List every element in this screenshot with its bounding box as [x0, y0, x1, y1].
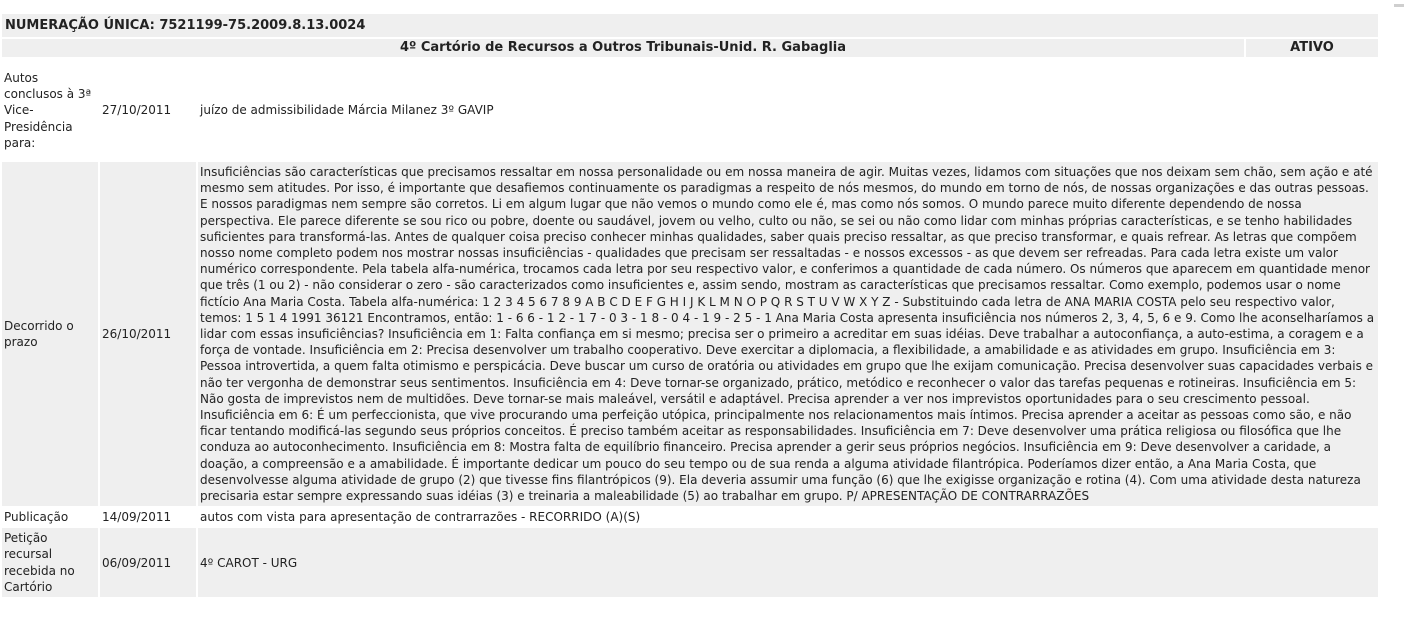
- scrollbar-track[interactable]: [1388, 0, 1410, 638]
- process-number: NUMERAÇÃO ÚNICA: 7521199-75.2009.8.13.0024: [2, 14, 1378, 37]
- movement-label: Decorrido o prazo: [2, 162, 98, 506]
- scrollbar-thumb[interactable]: [1394, 4, 1404, 7]
- court-name: 4º Cartório de Recursos a Outros Tribunais-Unid. R. Gabaglia: [2, 39, 1244, 57]
- movement-description: juízo de admissibilidade Márcia Milanez 3º GAVIP: [198, 59, 1378, 162]
- table-row: [2, 528, 1378, 597]
- table-row: [2, 162, 1378, 506]
- movement-label: Petição recursal recebida no Cartório: [2, 528, 98, 597]
- table-row: [2, 59, 1378, 162]
- movements-table: [0, 59, 1380, 597]
- movement-label: Autos conclusos à 3ª Vice-Presidência para:: [2, 59, 98, 162]
- movement-description: 4º CAROT - URG: [198, 528, 1378, 597]
- table-row: [2, 506, 1378, 528]
- movement-description: autos com vista para apresentação de contrarrazões - RECORRIDO (A)(S): [198, 506, 1378, 528]
- movement-description: Insuficiências são características que precisamos ressaltar em nossa personalidade ou em nossa maneira de agir. Muitas vezes, lidamos com situações que nos deixam sem chão, sem ação e até mesmo sem atitudes. Por isso, é importante que desafiemos continuamente os paradigmas a respeito de nós mesmos, do mundo em torno de nós, de nossas organizações e das outras pessoas. E nossos paradigmas nem sempre são corretos. Li em algum lugar que não vemos o mundo como ele é, mas como nós somos. O mundo parece muito diferente dependendo de nossa perspectiva. Ele parece diferente se sou rico ou pobre, doente ou saudável, jovem ou velho, culto ou não, se sei ou não como lidar com minhas próprias características, e se tenho habilidades suficientes para transformá-las. Antes de qualquer coisa preciso conhecer minhas qualidades, saber quais preciso ressaltar, as que preciso transformar, e quais refrear. As letras que compõem nosso nome completo podem nos mostrar nossas insuficiências - qualidades que precisam ser ressaltadas - e nossos excessos - as que devem ser refreadas. Para cada letra existe um valor numérico correspondente. Pela tabela alfa-numérica, trocamos cada letra por seu respectivo valor, e conferimos a quantidade de cada número. Os números que aparecem em quantidade menor que três (1 ou 2) - não considerar o zero - são caracterizados como insuficientes e, assim sendo, mostram as características que precisamos ressaltar. Como exemplo, podemos usar o nome fictício Ana Maria Costa. Tabela alfa-numérica: 1 2 3 4 5 6 7 8 9 A B C D E F G H I J K L M N O P Q R S T U V W X Y Z - Substituindo cada letra de ANA MARIA COSTA pelo seu respectivo valor, temos: 1 5 1 4 1991 36121 Encontramos, então: 1 - 6 6 - 1 2 - 1 7 - 0 3 - 1 8 - 0 4 - 1 9 - 2 5 - 1 Ana Maria Costa apresenta insuficiência nos números 2, 3, 4, 5, 6 e 9. Como lhe aconselharíamos a lidar com essas insuficiências? Insuficiência em 1: Falta confiança em si mesmo; precisa ser o primeiro a acreditar em suas idéias. Deve trabalhar a autoconfiança, a auto-estima, a coragem e a força de vontade. Insuficiência em 2: Precisa desenvolver um trabalho cooperativo. Deve exercitar a diplomacia, a flexibilidade, a amabilidade e as atividades em grupo. Insuficiência em 3: Pessoa introvertida, a quem falta otimismo e perspicácia. Deve buscar um curso de oratória ou atividades em grupo que lhe exijam comunicação. Precisa desenvolver suas capacidades verbais e não ter vergonha de demonstrar seus sentimentos. Insuficiência em 4: Deve tornar-se organizado, prático, metódico e reconhecer o valor das tarefas pequenas e rotineiras. Insuficiência em 5: Não gosta de imprevistos nem de multidões. Deve tornar-se mais maleável, versátil e adaptável. Precisa aprender a ver nos imprevistos oportunidades para o seu crescimento pessoal. Insuficiência em 6: É um perfeccionista, que vive procurando uma perfeição utópica, principalmente nos relacionamentos mais íntimos. Precisa aprender a aceitar as pessoas como são, e não ficar tentando modificá-las segundo seus próprios conceitos. É preciso também aceitar as responsabilidades. Insuficiência em 7: Deve desenvolver uma prática religiosa ou filosófica que lhe conduza ao autoconhecimento. Insuficiência em 8: Mostra falta de equilíbrio financeiro. Precisa aprender a gerir seus próprios negócios. Insuficiência em 9: Deve desenvolver a caridade, a doação, a compreensão e a amabilidade. É importante dedicar um pouco do seu tempo ou de sua renda a alguma atividade filantrópica. Poderíamos dizer então, a Ana Maria Costa, que desenvolvesse alguma atividade de grupo (2) que tivesse fins filantrópicos (9). Ela deveria assumir uma função (6) que lhe exigisse organização e rotina (4). Com uma atividade desta natureza precisaria estar sempre expressando suas idéias (3) e treinaria a maleabilidade (5) ao trabalhar em grupo. P/ APRESENTAÇÃO DE CONTRARRAZÕES: [198, 162, 1378, 506]
- status-badge: ATIVO: [1246, 39, 1378, 57]
- court-header: [2, 39, 1378, 57]
- process-container: [2, 14, 1378, 597]
- movement-date: 06/09/2011: [100, 528, 196, 597]
- movement-date: 14/09/2011: [100, 506, 196, 528]
- movement-date: 27/10/2011: [100, 59, 196, 162]
- movement-label: Publicação: [2, 506, 98, 528]
- movement-date: 26/10/2011: [100, 162, 196, 506]
